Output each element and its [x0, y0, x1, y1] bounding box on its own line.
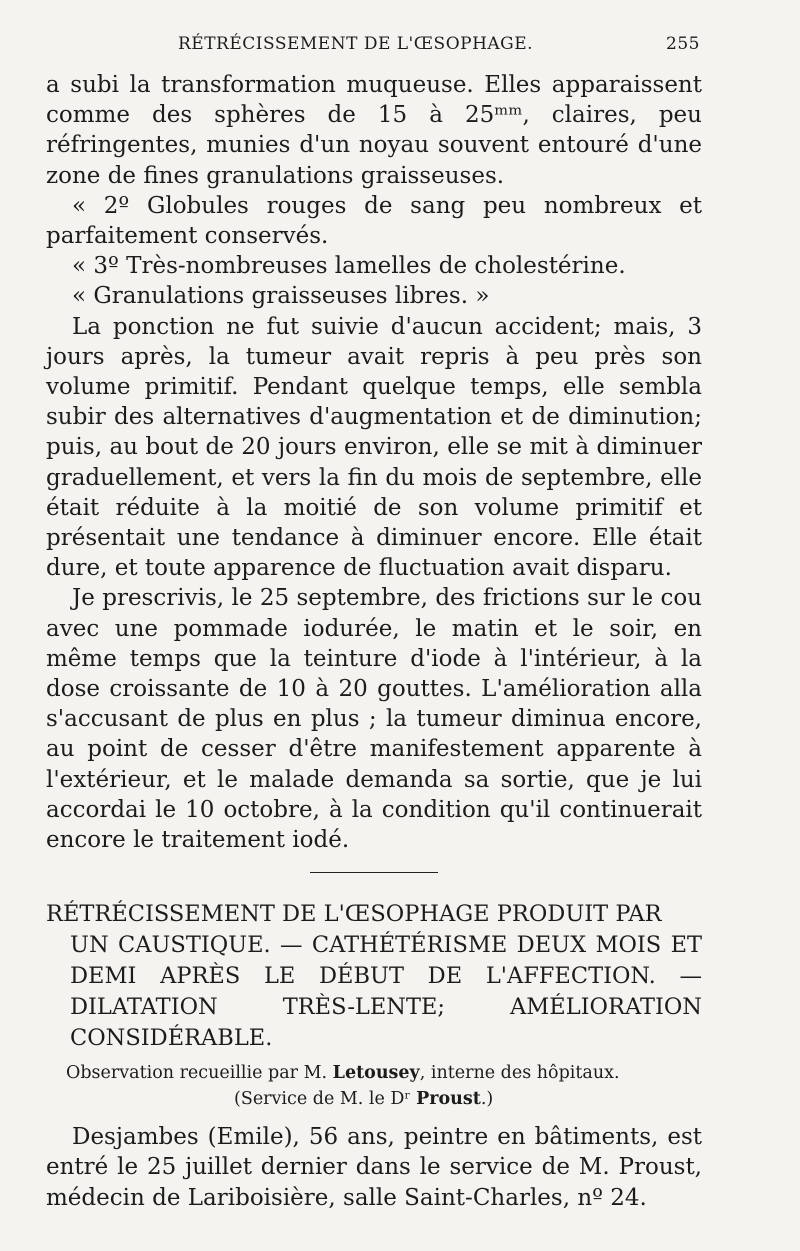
paragraph-patient: Desjambes (Emile), 56 ans, peintre en bâtiments, est entré le 25 juillet dernier dans le service de M. Proust, médecin de Lariboisière, salle Saint-Charles, nº 24. — [46, 1124, 702, 1211]
service-suffix: .) — [480, 1089, 494, 1110]
observation-credit — [66, 1060, 702, 1086]
service-name: Proust — [416, 1089, 481, 1110]
paragraph-ponction: La ponction ne fut suivie d'aucun accident; mais, 3 jours après, la tumeur avait repris à peu près son volume primitif. Pendant quelque temps, elle sembla subir des alternatives d'augmentation et de diminution; puis, au bout de 20 jours environ, elle se mit à diminuer graduellement, et vers la fin du mois de septembre, elle était réduite à la moitié de son volume primitif et présentait une tendance à diminuer encore. Elle était dure, et toute apparence de fluctuation avait disparu. — [46, 313, 702, 582]
credit-prefix: Observation recueillie par M. — [66, 1063, 333, 1084]
section-divider — [310, 872, 438, 873]
paragraph-cholesterine: « 3º Très-nombreuses lamelles de cholestérine. — [72, 253, 626, 280]
section-heading-continuation: UN CAUSTIQUE. — CATHÉTÉRISME DEUX MOIS ET DEMI APRÈS LE DÉBUT DE L'AFFECTION. — DILATATION TRÈS-LENTE; AMÉLIORATION CONSIDÉRABLE. — [70, 932, 702, 1052]
closing-paragraph-block — [46, 1122, 702, 1213]
body-text — [46, 70, 702, 1213]
paragraph-continuation: a subi la transformation muqueuse. Elles apparaissent comme des sphères de 15 à 25ᵐᵐ, claires, peu réfringentes, munies d'un noyau souvent entouré d'une zone de fines granulations graisseuses. — [46, 72, 702, 189]
credit-name: Letousey — [332, 1063, 420, 1084]
running-head-title: RÉTRÉCISSEMENT DE L'ŒSOPHAGE. — [178, 34, 534, 54]
page-number: 255 — [666, 34, 700, 54]
service-note — [234, 1086, 702, 1112]
section-heading — [46, 899, 702, 1054]
paragraph-prescription: Je prescrivis, le 25 septembre, des frictions sur le cou avec une pommade iodurée, le matin et le soir, en même temps que la teinture d'iode à l'intérieur, à la dose croissante de 10 à 20 gouttes. L'amélioration alla s'accusant de plus en plus ; la tumeur diminua encore, au point de cesser d'être manifestement apparente à l'extérieur, et le malade demanda sa sortie, que je lui accordai le 10 octobre, à la condition qu'il continuerait encore le traitement iodé. — [46, 585, 702, 854]
running-head — [46, 34, 700, 54]
section-heading-line-1: RÉTRÉCISSEMENT DE L'ŒSOPHAGE PRODUIT PAR — [46, 901, 662, 928]
service-prefix: (Service de M. le Dʳ — [234, 1089, 417, 1110]
paragraph-globules: « 2º Globules rouges de sang peu nombreux et parfaitement conservés. — [46, 192, 702, 250]
paragraph-granulations: « Granulations graisseuses libres. » — [72, 283, 490, 310]
credit-suffix: , interne des hôpitaux. — [419, 1063, 620, 1084]
